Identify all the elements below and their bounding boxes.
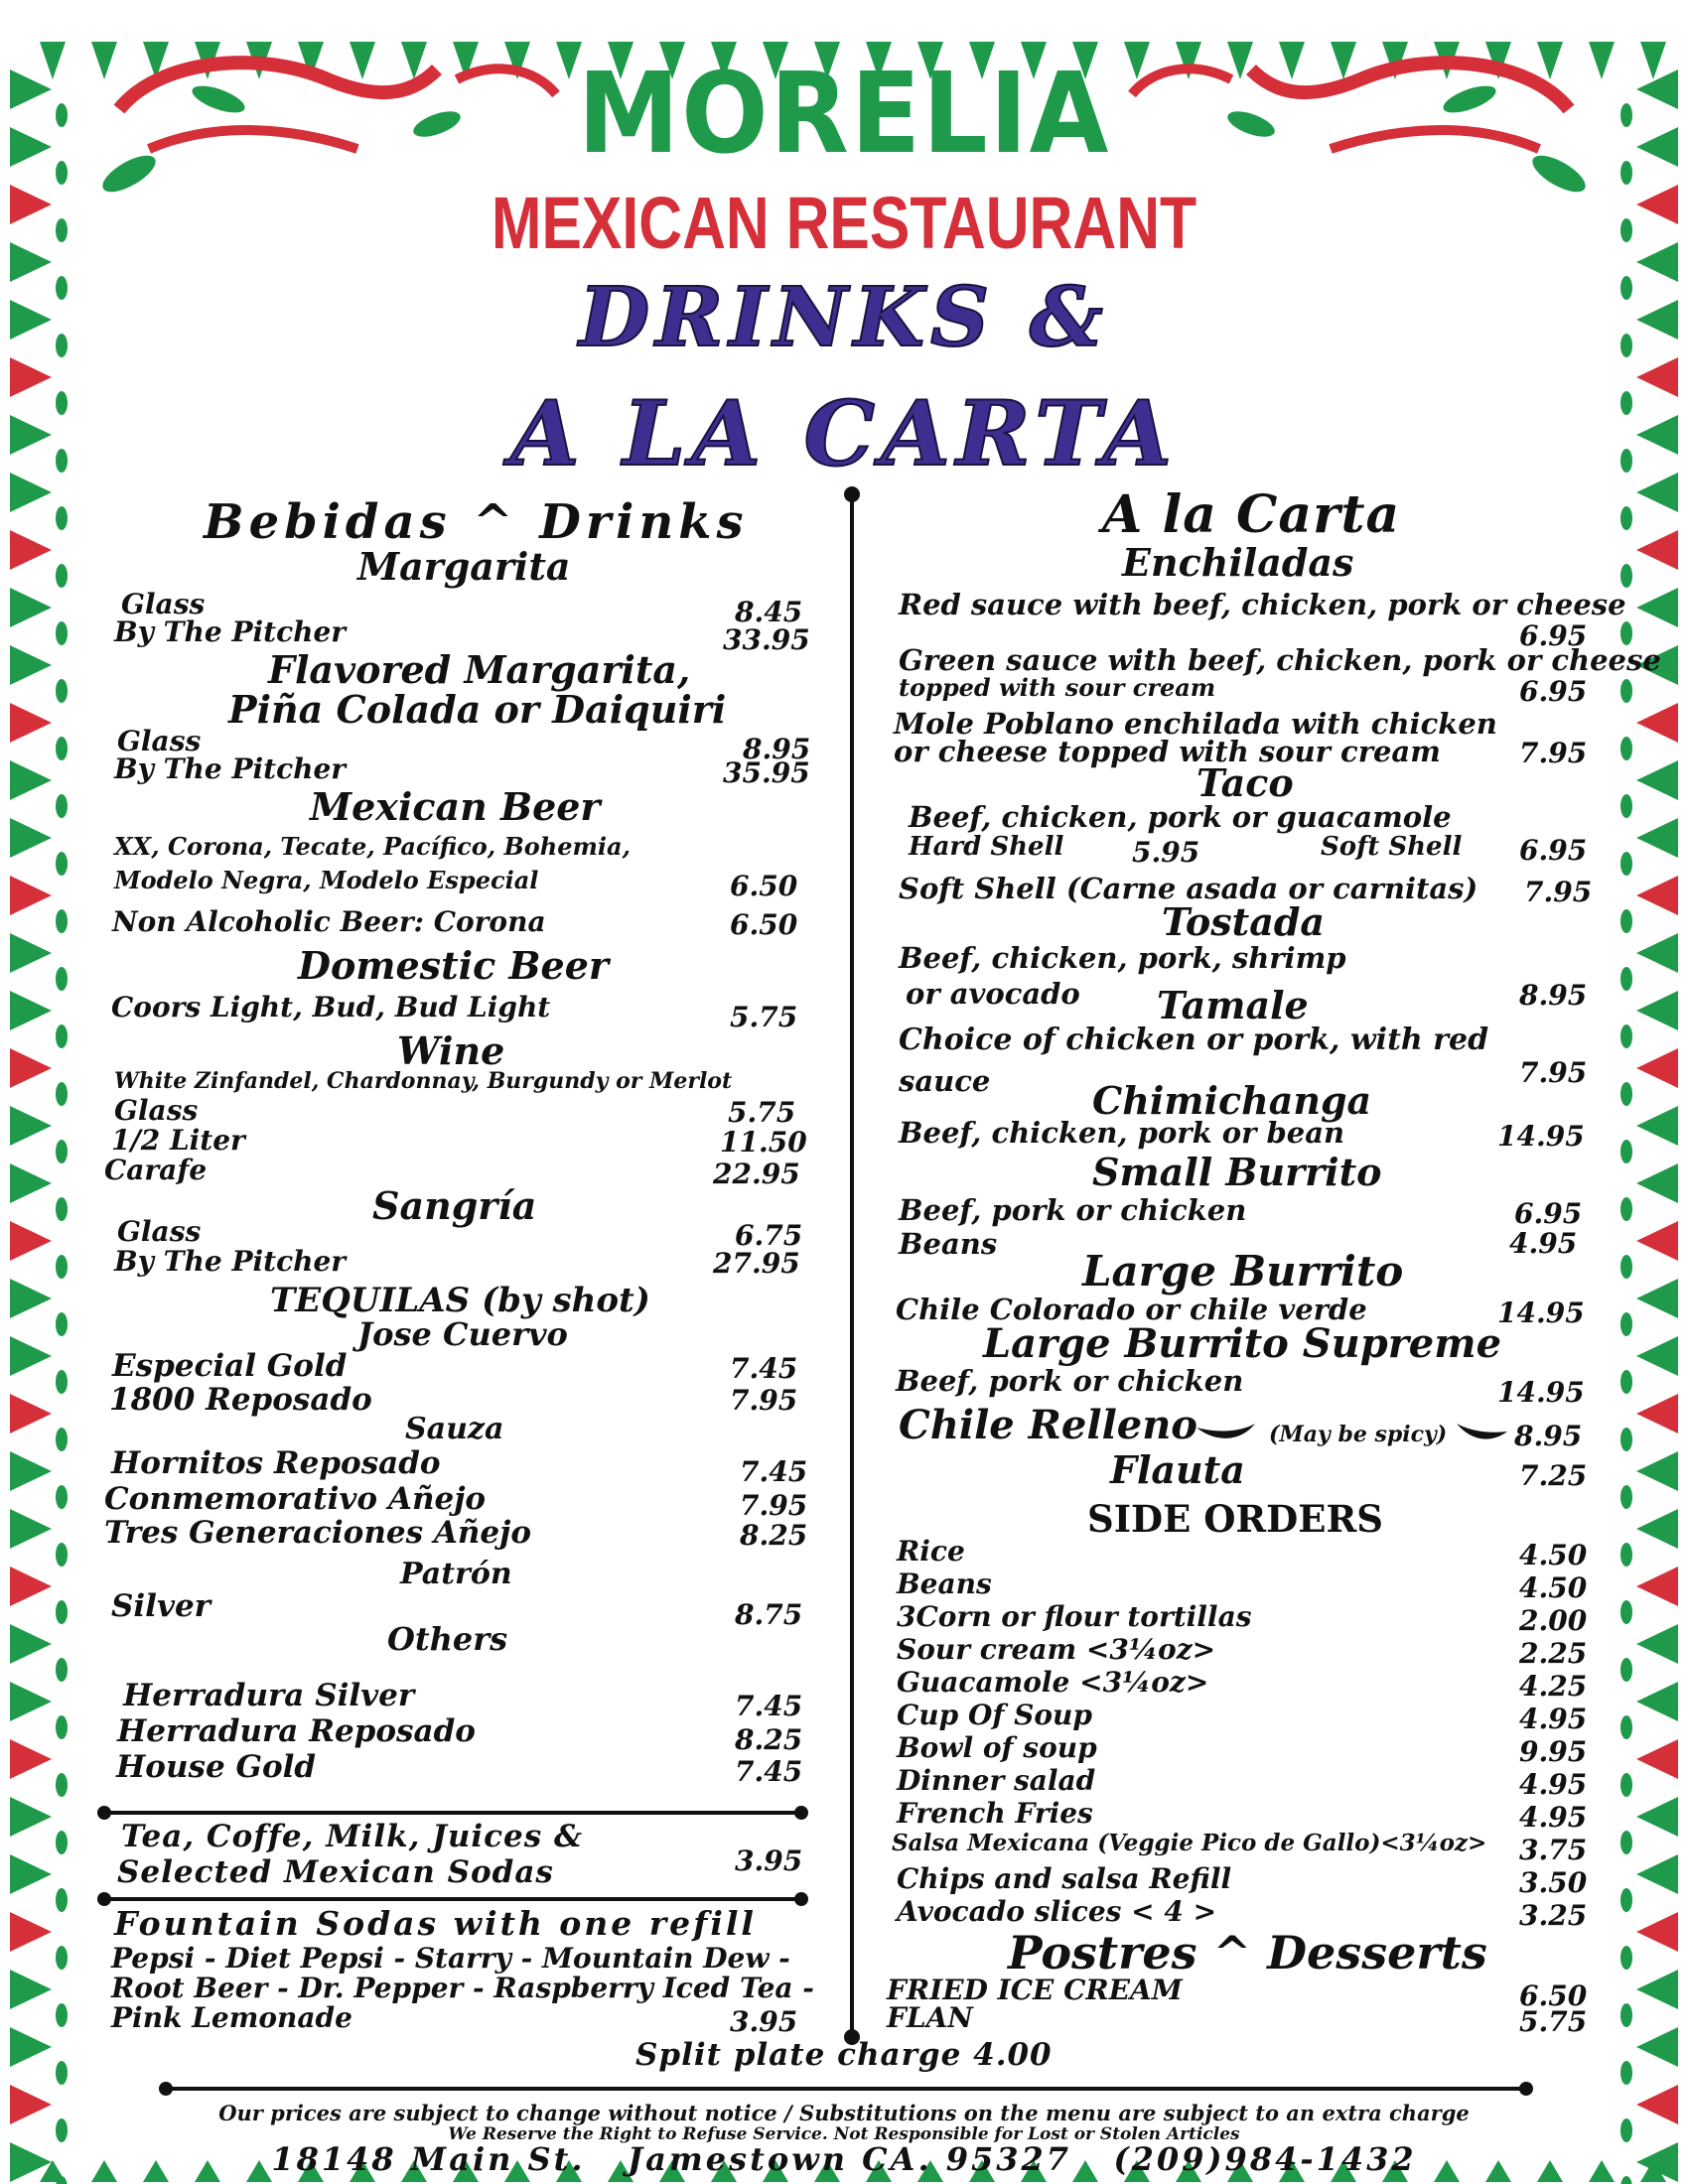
footer-address: 18148 Main St. Jamestown CA. 95327 (209)984-1432 [271,2140,1417,2178]
border-triangle [10,588,52,627]
margarita-title: Margarita [357,544,571,589]
enchilada-mole-1: Mole Poblano enchilada with chicken [894,707,1497,741]
mexican-beer-title: Mexican Beer [310,784,601,829]
mexican-beer-price: 6.50 [730,870,798,902]
border-leaf [1620,1024,1632,1048]
fried-ice-cream: FRIED ICE CREAM [887,1974,1183,2006]
tea-line1: Tea, Coffe, Milk, Juices & [121,1819,583,1854]
border-triangle [1636,760,1678,800]
enchilada-green-1: Green sauce with beef, chicken, pork or cheese [899,643,1661,677]
page-title-line1: DRINKS & [579,270,1109,365]
1800-reposado: 1800 Reposado [109,1382,372,1418]
border-triangle [10,1106,52,1146]
border-leaf [56,967,68,991]
border-leaf [56,1370,68,1394]
flan-price: 5.75 [1519,2005,1588,2038]
conmemorativo-anejo-price: 7.95 [740,1489,808,1522]
border-leaf [1620,1370,1632,1394]
border-leaf [1620,967,1632,991]
chimichanga-title: Chimichanga [1092,1078,1372,1123]
border-triangle [10,1279,52,1318]
border-leaf [1620,218,1632,242]
small-burrito-price: 6.95 [1514,1197,1583,1230]
side-order-price: 9.95 [1519,1735,1588,1768]
enchilada-red-price: 6.95 [1519,619,1588,652]
tamale-line1: Choice of chicken or pork, with red [899,1023,1489,1057]
border-triangle [1636,588,1678,627]
border-leaf [1620,1888,1632,1912]
flavored-glass-price: 8.95 [743,733,811,765]
taco-soft-carne: Soft Shell (Carne asada or carnitas) [899,872,1478,905]
non-alcoholic-beer-price: 6.50 [730,908,798,941]
fountain-line2: Root Beer - Dr. Pepper - Raspberry Iced Tea - [111,1972,814,2004]
border-triangle [10,1739,52,1779]
split-plate-charge: Split plate charge 4.00 [635,2037,1053,2073]
side-order-name: Chips and salsa Refill [897,1862,1232,1895]
taco-hard: Hard Shell [909,832,1064,862]
border-leaf [56,737,68,760]
border-leaf [56,1600,68,1624]
border-leaf [1620,2061,1632,2085]
taco-title: Taco [1196,760,1294,805]
taco-soft-carne-price: 7.95 [1524,876,1593,908]
sangria-glass-price: 6.75 [735,1219,803,1252]
patron-silver-price: 8.75 [735,1598,803,1631]
border-triangle [1636,1682,1678,1721]
side-order-price: 4.25 [1519,1670,1588,1703]
rule-dot [794,1892,808,1906]
border-leaf [1620,564,1632,588]
domestic-beer-price: 5.75 [730,1001,798,1033]
border-triangle [10,933,52,973]
border-leaf [56,679,68,703]
tostada-price: 8.95 [1519,979,1588,1012]
side-orders-title: SIDE ORDERS [1087,1497,1383,1541]
border-leaf [56,1255,68,1279]
section-rule [104,1897,799,1901]
side-order-name: Beans [897,1568,992,1600]
flan: FLAN [887,2001,973,2034]
border-triangle [1636,991,1678,1030]
border-leaf [56,1428,68,1451]
enchilada-mole-2: or cheese topped with sour cream [894,735,1441,768]
border-triangle [1636,1336,1678,1376]
flavored-title-2: Piña Colada or Daiquiri [228,687,727,732]
enchilada-green-price: 6.95 [1519,675,1588,708]
flavored-pitcher-price: 35.95 [723,756,810,789]
border-leaf [56,218,68,242]
border-triangle [1636,1163,1678,1203]
border-leaf [56,1831,68,1854]
house-gold: House Gold [116,1749,317,1785]
herradura-silver: Herradura Silver [123,1678,415,1713]
wine-carafe: Carafe [104,1154,208,1186]
tamale-title: Tamale [1157,983,1309,1027]
border-triangle [1636,876,1678,915]
border-leaf [1620,1485,1632,1509]
border-triangle [1636,530,1678,570]
side-order-name: French Fries [897,1797,1093,1830]
border-triangle [1636,1970,1678,2009]
flavored-title-1: Flavored Margarita, [268,647,691,692]
border-triangle [10,1336,52,1376]
border-triangle [1636,1279,1678,1318]
border-triangle [1636,2027,1678,2067]
border-leaf [1620,1082,1632,1106]
border-leaf [56,794,68,818]
border-triangle [1636,1048,1678,1088]
tequilas-title: TEQUILAS (by shot) [270,1281,650,1320]
especial-gold: Especial Gold [112,1348,348,1384]
border-leaf [1620,1197,1632,1221]
border-triangle [1636,185,1678,224]
side-order-name: 3Corn or flour tortillas [897,1600,1252,1633]
border-leaf [1620,103,1632,127]
hornitos-reposado: Hornitos Reposado [111,1445,441,1481]
border-triangle [10,703,52,743]
herradura-silver-price: 7.45 [735,1690,803,1722]
flavored-pitcher: By The Pitcher [114,752,347,785]
tostada-line2: or avocado [906,977,1080,1011]
border-leaf [56,1715,68,1739]
wine-line: White Zinfandel, Chardonnay, Burgundy or Merlot [114,1068,733,1094]
border-leaf [56,2003,68,2027]
border-triangle [1640,42,1666,79]
restaurant-subtitle: MEXICAN RESTAURANT [491,182,1197,264]
chimichanga-price: 14.95 [1497,1120,1585,1153]
border-triangle [1636,1797,1678,1837]
footer-disclaimer: We Reserve the Right to Refuse Service. Not Responsible for Lost or Stolen Articles [448,2124,1240,2144]
border-triangle [1636,1854,1678,1894]
wine-half-liter: 1/2 Liter [111,1124,245,1157]
border-triangle [10,1567,52,1606]
non-alcoholic-beer: Non Alcoholic Beer: Corona [112,905,546,938]
border-triangle [10,1163,52,1203]
enchilada-mole-price: 7.95 [1519,737,1588,769]
tamale-price: 7.95 [1519,1056,1588,1089]
border-leaf [1620,1715,1632,1739]
side-order-price: 2.25 [1519,1637,1588,1670]
border-leaf [1620,1312,1632,1336]
border-triangle [10,1048,52,1088]
border-leaf [1620,794,1632,818]
border-triangle [1636,933,1678,973]
herradura-reposado: Herradura Reposado [117,1713,476,1749]
tostada-line1: Beef, chicken, pork, shrimp [899,941,1346,975]
border-triangle [10,1912,52,1952]
border-leaf [1620,621,1632,645]
side-order-name: Rice [897,1535,965,1568]
border-leaf [1620,506,1632,530]
border-triangle [1636,69,1678,109]
wine-half-liter-price: 11.50 [720,1126,807,1159]
rule-dot [1519,2082,1533,2096]
others-title: Others [387,1620,508,1658]
border-leaf [56,103,68,127]
rule-dot [794,1806,808,1820]
tostada-title: Tostada [1162,899,1326,944]
side-order-name: Avocado slices < 4 > [897,1895,1217,1928]
fountain-line3: Pink Lemonade [111,2001,352,2034]
border-triangle [10,1221,52,1261]
sangria-pitcher-price: 27.95 [713,1247,800,1280]
side-order-price: 4.95 [1519,1768,1588,1801]
margarita-glass: Glass [121,588,206,620]
border-triangle [1636,1394,1678,1433]
small-burrito-beans: Beans [899,1227,998,1261]
small-burrito-title: Small Burrito [1092,1150,1382,1194]
burrito-supreme-price: 14.95 [1497,1376,1585,1409]
herradura-reposado-price: 8.25 [735,1723,803,1756]
1800-reposado-price: 7.95 [730,1384,798,1417]
especial-gold-price: 7.45 [730,1352,798,1385]
border-leaf [56,909,68,933]
side-order-name: Sour cream <3¼oz> [897,1633,1216,1666]
tea-line2: Selected Mexican Sodas [117,1854,554,1890]
drinks-heading: Bebidas ^ Drinks [204,494,749,550]
border-triangle [1636,1106,1678,1146]
wine-glass: Glass [114,1094,199,1127]
border-triangle [10,1970,52,2009]
border-triangle [10,1509,52,1549]
footer-notice: Our prices are subject to change without notice / Substitutions on the menu are subject to an extra charge [218,2101,1470,2125]
border-triangle [1636,703,1678,743]
section-rule [104,1811,799,1815]
side-order-price: 4.50 [1519,1539,1588,1571]
wine-carafe-price: 22.95 [713,1158,800,1190]
small-burrito-line: Beef, pork or chicken [899,1193,1247,1227]
side-order-name: Cup Of Soup [897,1699,1092,1731]
side-order-price: 2.00 [1519,1604,1588,1637]
domestic-beer-line: Coors Light, Bud, Bud Light [111,991,551,1024]
border-leaf [56,1312,68,1336]
conmemorativo-anejo: Conmemorativo Añejo [104,1481,487,1517]
side-order-price: 3.25 [1519,1899,1588,1932]
border-leaf [1620,1255,1632,1279]
sangria-glass: Glass [117,1215,202,1248]
side-order-price: 4.95 [1519,1801,1588,1834]
border-triangle [10,1797,52,1837]
border-leaf [56,2061,68,2085]
border-triangle [1636,1509,1678,1549]
border-leaf [56,1543,68,1567]
border-triangle [10,69,52,109]
side-order-name: Bowl of soup [897,1731,1097,1764]
border-leaf [56,1485,68,1509]
border-triangle [1636,1739,1678,1779]
border-leaf [1620,909,1632,933]
border-triangle [10,818,52,858]
taco-soft: Soft Shell [1321,832,1463,862]
border-triangle [10,127,52,167]
border-triangle [10,1451,52,1491]
border-leaf [56,564,68,588]
border-triangle [10,2027,52,2067]
border-triangle [10,185,52,224]
border-leaf [56,161,68,185]
border-leaf [1620,1428,1632,1451]
border-leaf [56,1197,68,1221]
sauza-title: Sauza [405,1412,504,1446]
border-leaf [56,1024,68,1048]
large-burrito-price: 14.95 [1497,1297,1585,1329]
restaurant-name: MORELIA [577,50,1111,179]
border-leaf [56,852,68,876]
large-burrito-title: Large Burrito [1082,1247,1404,1296]
border-triangle [10,1394,52,1433]
side-order-name: Guacamole <3¼oz> [897,1666,1209,1699]
large-burrito-line: Chile Colorado or chile verde [896,1293,1367,1326]
tres-generaciones-price: 8.25 [740,1519,808,1552]
tamale-line2: sauce [899,1064,991,1098]
side-order-price: 3.75 [1519,1834,1588,1866]
border-triangle [1636,127,1678,167]
border-leaf [1620,1543,1632,1567]
border-triangle [10,645,52,685]
carta-heading: A la Carta [1102,484,1401,545]
sangria-title: Sangría [372,1183,537,1228]
border-triangle [10,876,52,915]
flauta-price: 7.25 [1519,1459,1588,1492]
chile-relleno-price: 8.95 [1514,1420,1583,1452]
border-leaf [1620,852,1632,876]
fried-ice-cream-price: 6.50 [1519,1979,1588,2012]
page-title-line2: A LA CARTA [509,381,1179,486]
burrito-supreme-line: Beef, pork or chicken [896,1364,1244,1398]
desserts-title: Postres ^ Desserts [1008,1926,1487,1979]
border-leaf [56,621,68,645]
border-leaf [56,1888,68,1912]
fountain-price: 3.95 [730,2005,798,2038]
patron-title: Patrón [400,1557,512,1591]
wine-glass-price: 5.75 [728,1096,796,1129]
chile-relleno-note: (May be spicy) [1269,1422,1448,1447]
border-leaf [56,1946,68,1970]
patron-silver: Silver [111,1588,211,1624]
flavored-glass: Glass [117,725,202,757]
small-burrito-beans-price: 4.95 [1509,1227,1578,1260]
chile-relleno-title: Chile Relleno [899,1402,1197,1448]
burrito-supreme-title: Large Burrito Supreme [983,1320,1502,1367]
fountain-line1: Pepsi - Diet Pepsi - Starry - Mountain Dew - [111,1942,790,1975]
enchilada-green-2: topped with sour cream [899,673,1216,702]
hornitos-reposado-price: 7.45 [740,1455,808,1488]
tea-price: 3.95 [735,1844,803,1877]
border-triangle [1636,1221,1678,1261]
border-leaf [1620,737,1632,760]
border-triangle [1636,1624,1678,1664]
border-triangle [1636,1567,1678,1606]
border-triangle [40,42,66,79]
border-triangle [10,760,52,800]
mexican-beer-line2: Modelo Negra, Modelo Especial [114,866,539,894]
taco-hard-price: 5.95 [1132,836,1200,869]
chili-pepper-icon [1452,1418,1511,1447]
border-leaf [1620,2003,1632,2027]
border-leaf [1620,1946,1632,1970]
side-order-name: Salsa Mexicana (Veggie Pico de Gallo)<3¼oz> [892,1830,1487,1856]
margarita-glass-price: 8.45 [735,596,803,628]
chimichanga-line: Beef, chicken, pork or bean [899,1116,1345,1150]
mexican-beer-line1: XX, Corona, Tecate, Pacífico, Bohemia, [114,832,631,861]
margarita-pitcher: By The Pitcher [114,615,347,648]
sangria-pitcher: By The Pitcher [114,1245,347,1278]
wine-title: Wine [397,1028,505,1073]
fountain-title: Fountain Sodas with one refill [114,1904,757,1943]
side-order-price: 3.50 [1519,1866,1588,1899]
border-triangle [1636,1451,1678,1491]
house-gold-price: 7.45 [735,1755,803,1788]
border-triangle [1636,1912,1678,1952]
side-order-price: 4.50 [1519,1571,1588,1604]
column-divider [850,492,854,2041]
enchilada-red: Red sauce with beef, chicken, pork or cheese [899,588,1626,621]
border-leaf [1620,1600,1632,1624]
border-triangle [10,991,52,1030]
border-leaf [56,1658,68,1682]
side-order-price: 4.95 [1519,1703,1588,1735]
border-leaf [1620,679,1632,703]
border-triangle [1636,818,1678,858]
flauta-title: Flauta [1110,1447,1245,1492]
border-triangle [10,1624,52,1664]
domestic-beer-title: Domestic Beer [298,943,609,988]
footer-rule [167,2087,1527,2091]
border-leaf [1620,1658,1632,1682]
border-triangle [10,530,52,570]
side-order-name: Dinner salad [897,1764,1096,1797]
margarita-pitcher-price: 33.95 [723,623,810,656]
border-leaf [1620,1773,1632,1797]
enchiladas-title: Enchiladas [1122,540,1354,585]
border-leaf [56,506,68,530]
tres-generaciones-anejo: Tres Generaciones Añejo [104,1515,532,1551]
chili-pepper-icon [1192,1418,1261,1447]
border-leaf [1620,1140,1632,1163]
border-leaf [56,1082,68,1106]
jose-cuervo-title: Jose Cuervo [357,1315,568,1353]
border-leaf [1620,161,1632,185]
taco-line: Beef, chicken, pork or guacamole [909,800,1452,834]
taco-soft-price: 6.95 [1519,834,1588,867]
border-triangle [10,1682,52,1721]
border-leaf [56,1140,68,1163]
border-leaf [56,1773,68,1797]
border-triangle [10,1854,52,1894]
border-leaf [1620,1831,1632,1854]
